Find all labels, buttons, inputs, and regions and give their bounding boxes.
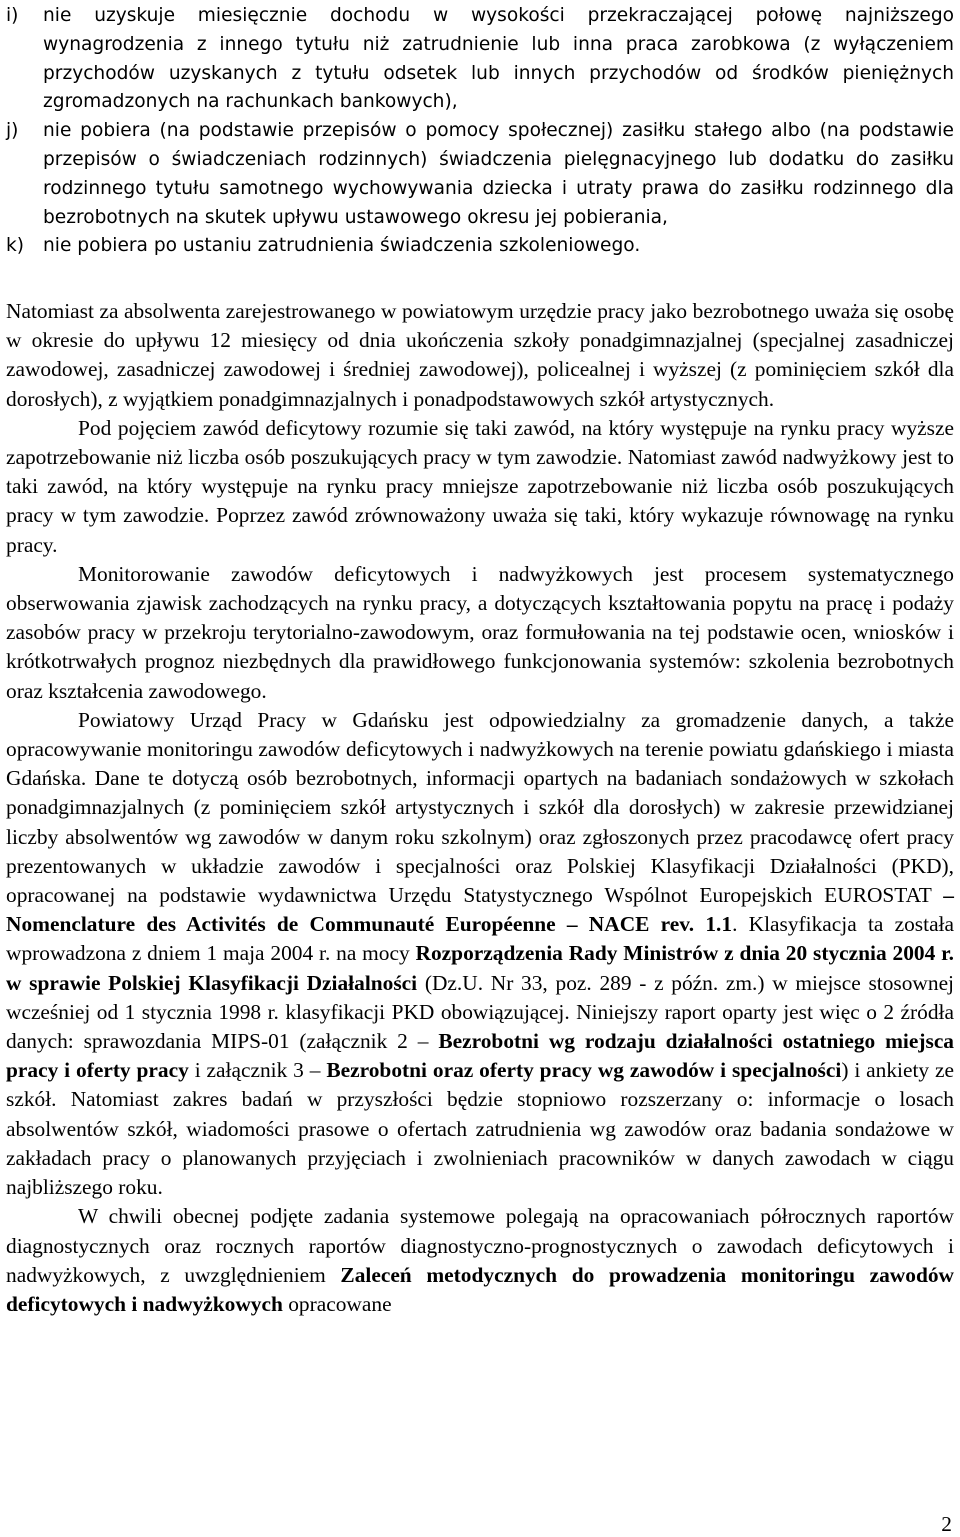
text-run: Pod pojęciem zawód deficytowy rozumie się taki zawód, na który występuje na rynku pracy wyższe zapotrzebowanie niż liczba osób poszukujących pracy w tym zawodzie. Natomiast zawód nadwyżkowy jest to taki zawód, na który występuje na rynku pracy mniejsze zapotrzebowanie niż liczba osób poszukujących pracy w tym zawodzie. Poprzez zawód zrównoważony uważa się taki, który wykazuje równowagę na rynku pracy.	[6, 415, 954, 557]
bold-text-run: Rozporządzenia Rady Ministrów z dnia 20 stycznia 2004 r. w sprawie Polskiej Klasyfikacji Działalności	[6, 941, 954, 995]
body-paragraph	[6, 1202, 954, 1319]
text-run: (Dz.U. Nr 33, poz. 289 - z późn. zm.) w miejsce stosownej wcześniej od 1 stycznia 1998 r. klasyfikacji PKD obowiązującej. Niniejszy raport oparty jest więc o 2 źródła danych: sprawozdania MIPS-01 (załącznik 2 –	[6, 970, 955, 1054]
list-item-text: nie pobiera po ustaniu zatrudnienia świadczenia szkoleniowego.	[43, 235, 641, 257]
body-paragraph	[6, 414, 954, 560]
body-paragraph	[6, 706, 954, 1202]
list-item	[6, 117, 954, 232]
bold-text-run: Bezrobotni wg rodzaju działalności ostatniego miejsca pracy i oferty pracy	[6, 1029, 955, 1083]
text-run: W chwili obecnej podjęte zadania systemowe polegają na opracowaniach półrocznych raportów diagnostycznych oraz rocznych raportów diagnostyczno-prognostycznych o zawodach deficytowych i nadwyżkowych, z uwzględnieniem	[6, 1204, 954, 1287]
text-run: i załącznik 3 –	[188, 1058, 327, 1083]
bold-text-run: Bezrobotni oraz oferty pracy wg zawodów i specjalności	[326, 1058, 842, 1083]
text-run: Natomiast za absolwenta zarejestrowanego w powiatowym urzędzie pracy jako bezrobotnego uważa się osobę w okresie do upływu 12 miesięcy od dnia ukończenia szkoły ponadgimnazjalnej (specjalnej zasadniczej zawodowej, zasadniczej zawodowej i średniej zawodowej), policealnej i wyższej (z pominięciem szkół dla dorosłych), z wyjątkiem ponadgimnazjalnych i ponadpodstawowych szkół artystycznych.	[6, 299, 954, 411]
list-item-label: i)	[6, 5, 19, 26]
list-item-text: nie pobiera (na podstawie przepisów o pomocy społecznej) zasiłku stałego albo (na podstawie przepisów o świadczeniach rodzinnych) świadczenia pielęgnacyjnego lub dodatku do zasiłku rodzinnego tytułu samotnego wychowywania dziecka i utraty prawa do zasiłku rodzinnego dla bezrobotnych na skutek upływu ustawowego okresu jej pobierania,	[43, 120, 954, 228]
page-number: 2	[941, 1512, 952, 1536]
list-item	[6, 232, 954, 261]
text-run: Powiatowy Urząd Pracy w Gdańsku jest odpowiedzialny za gromadzenie danych, a także opracowywanie monitoringu zawodów deficytowych i nadwyżkowych na terenie powiatu gdańskiego i miasta Gdańska. Dane te dotyczą osób bezrobotnych, informacji opartych na badaniach sondażowych w szkołach ponadgimnazjalnych (z pominięciem szkół artystycznych i szkół dla dorosłych) w zakresie przewidzianej liczby absolwentów wg zawodów w danym roku szkolnym) oraz zgłoszonych przez pracodawcę ofert pracy prezentowanych w układzie zawodów i specjalności oraz Polskiej Klasyfikacji Działalności (PKD), opracowanej na podstawie wydawnictwa Urzędu Statystycznego Wspólnot Europejskich EUROSTAT	[6, 707, 954, 908]
text-run: ) i ankiety ze szkół. Natomiast zakres badań w przyszłości będzie stopniowo rozszerzany o: informacje o losach absolwentów szkół, wiadomości prasowe o ofertach zatrudnienia wg zawodów oraz badania sondażowe w zakładach pracy o planowanych przyjęciach i zwolnieniach pracowników w danych zawodach w ciągu najbliższego roku.	[6, 1058, 955, 1200]
bold-text-run: Zaleceń metodycznych do prowadzenia monitoringu zawodów deficytowych i nadwyżkowych	[6, 1262, 954, 1316]
condition-list	[6, 2, 954, 261]
body-paragraph	[6, 297, 954, 414]
bold-text-run: – Nomenclature des Activités de Communauté Européenne – NACE rev. 1.1	[6, 883, 954, 937]
body-paragraph	[6, 560, 954, 706]
list-item-label: j)	[6, 120, 19, 142]
list-item	[6, 2, 954, 117]
text-run: Monitorowanie zawodów deficytowych i nadwyżkowych jest procesem systematycznego obserwowania zjawisk zachodzących na rynku pracy, a dotyczących kształtowania popytu na pracę i podaży zasobów pracy w przekroju terytorialno-zawodowym, oraz formułowania na tej podstawie ocen, wniosków i krótkotrwałych prognoz niezbędnych dla prawidłowego funkcjonowania systemów: szkolenia bezrobotnych oraz kształcenia zawodowego.	[6, 561, 954, 703]
body-text	[6, 297, 954, 1319]
list-item-label: k)	[6, 235, 25, 257]
list-item-text: nie uzyskuje miesięcznie dochodu w wysokości przekraczającej połowę najniższego wynagrodzenia z innego tytułu niż zatrudnienie lub inna praca zarobkowa (z wyłączeniem przychodów uzyskanych z tytułu odsetek lub innych przychodów od środków pieniężnych zgromadzonych na rachunkach bankowych),	[43, 5, 954, 113]
text-run: opracowane	[282, 1291, 392, 1316]
text-run: . Klasyfikacja ta została wprowadzona z dniem 1 maja 2004 r. na mocy	[6, 912, 954, 966]
